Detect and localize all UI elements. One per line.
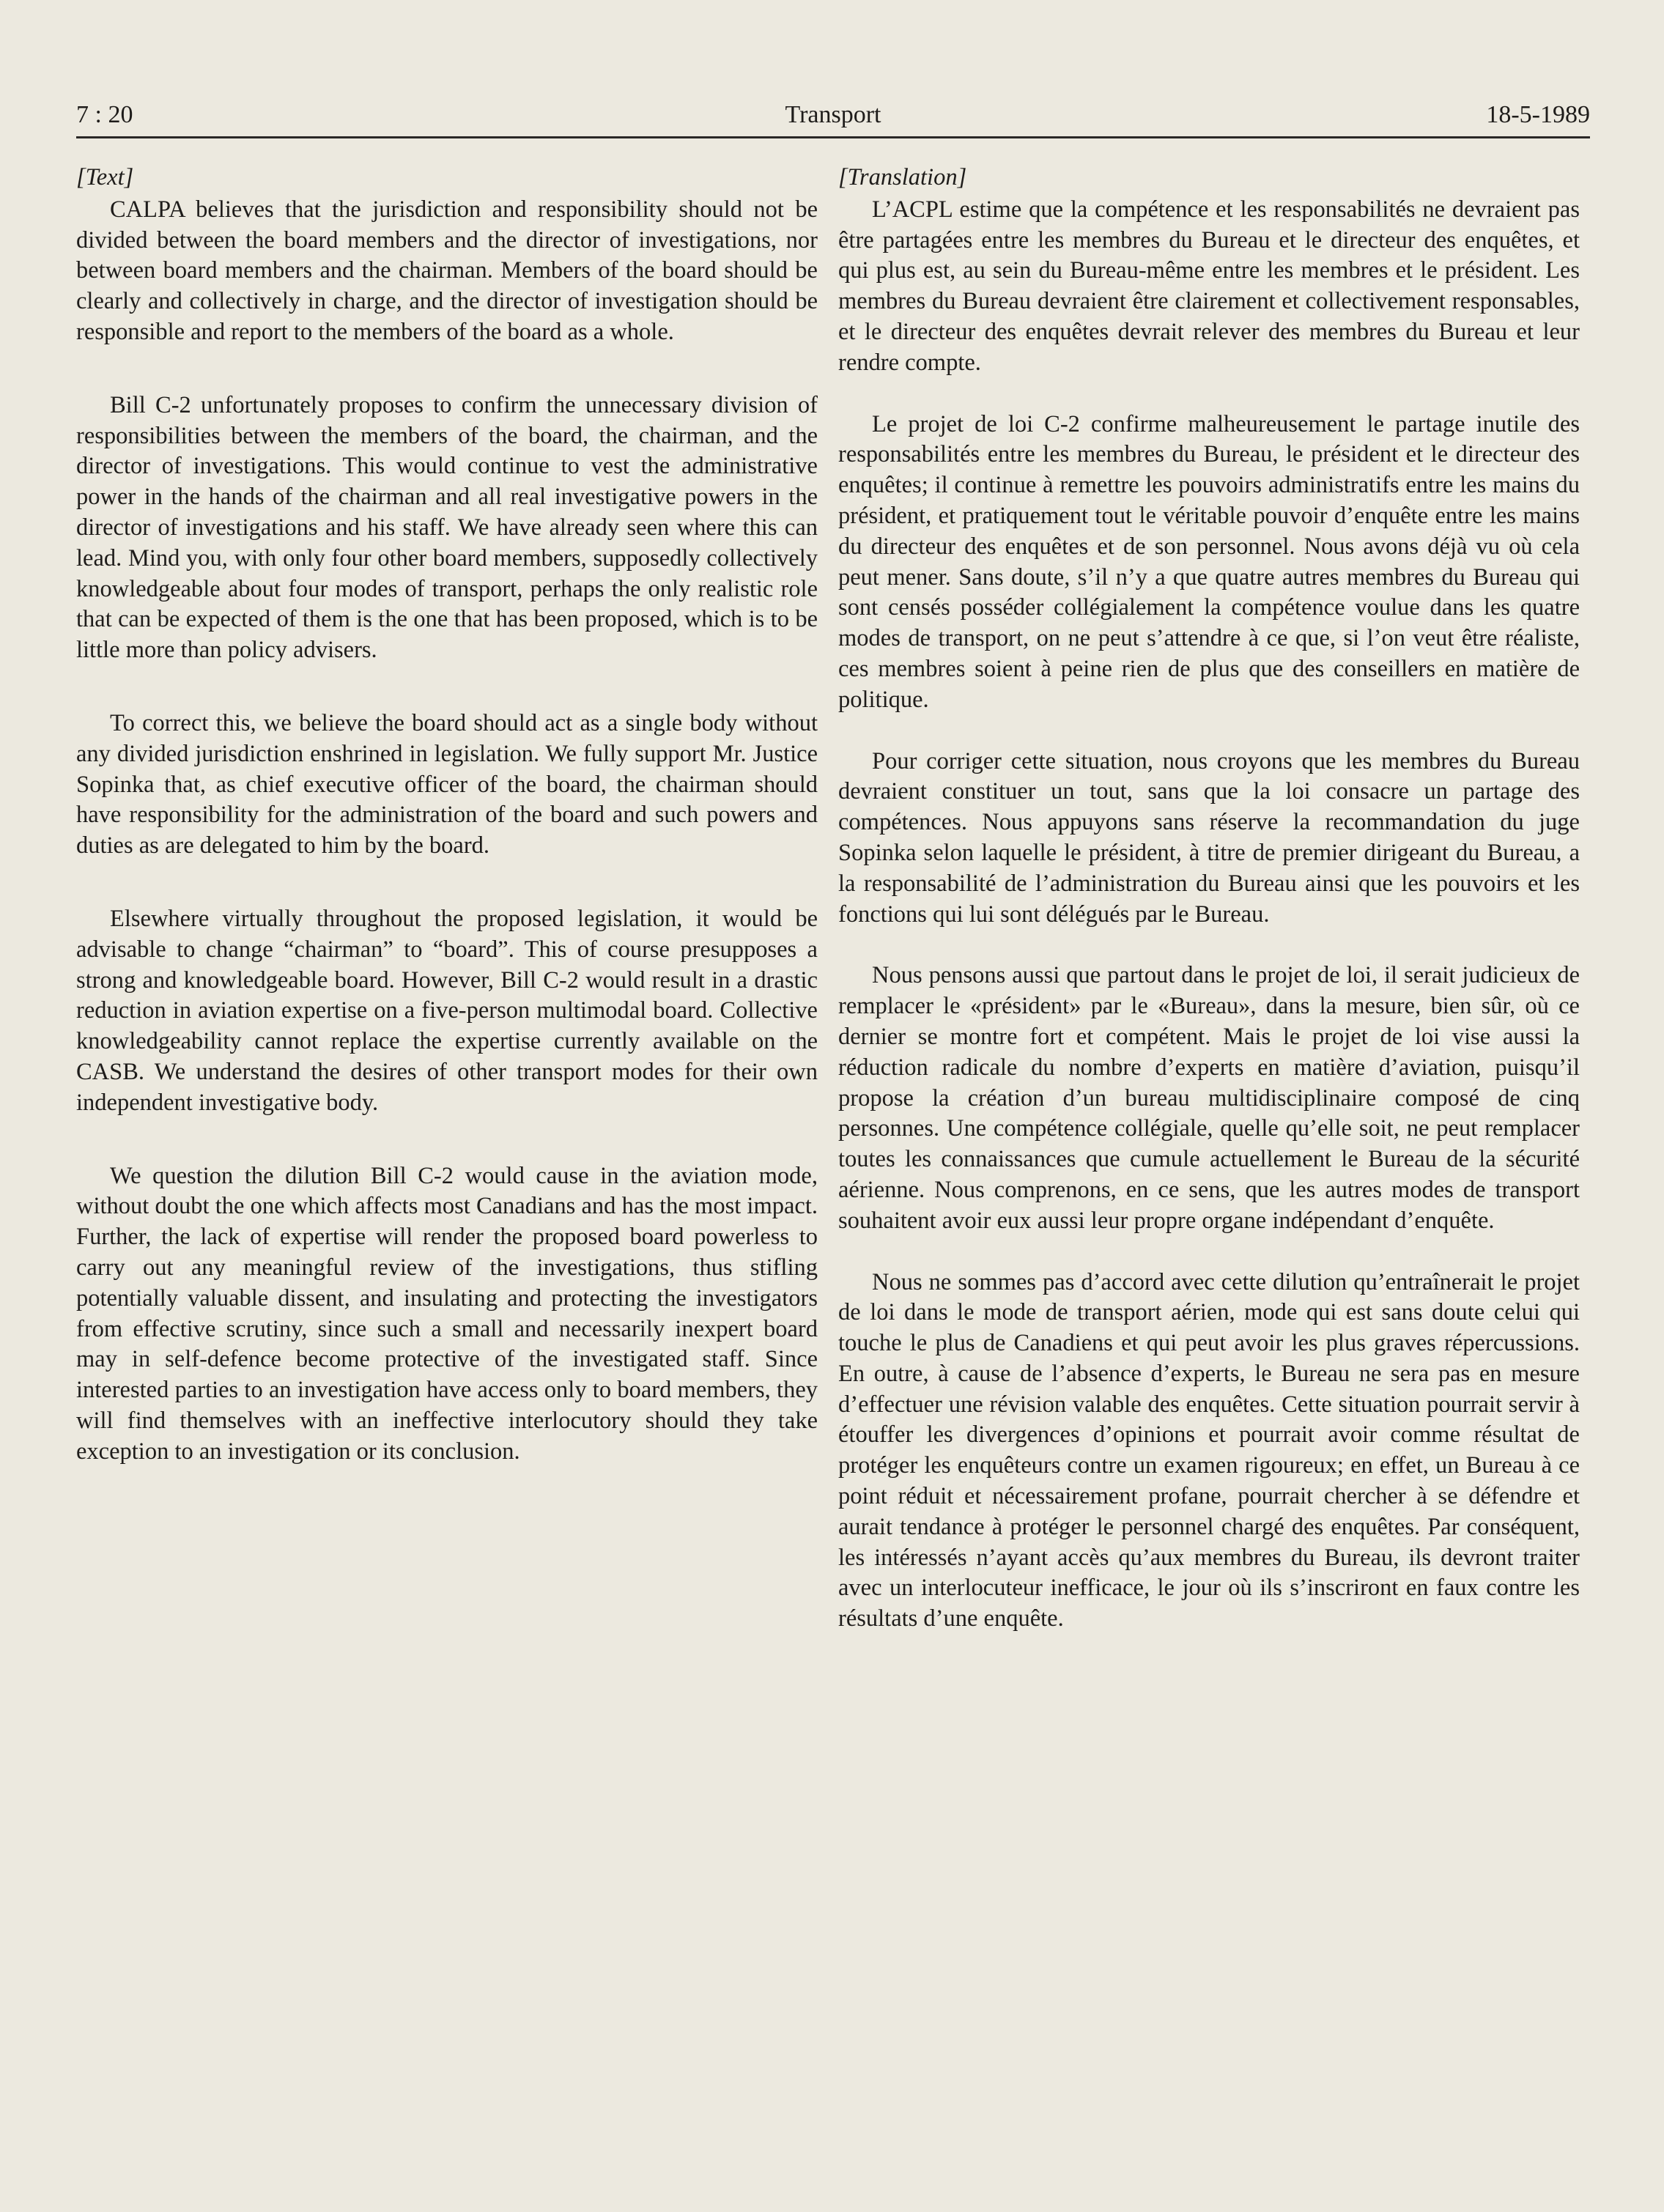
translation-label: [Translation] [838,164,967,191]
running-title: Transport [785,101,881,128]
english-paragraph: We question the dilution Bill C-2 would cause in the aviation mode, without doubt the one which affects most Canadians and has the most impact. Further, the lack of expertise will render the proposed board powerless to carry out any meaningful review of the investigations, thus stifling potentially valuable dissent, and insulating and protecting the investigators from effective scrutiny, since such a small and necessarily inexpert board may in self-defence become protective of the investigated staff. Since interested parties to an investigation have access only to board members, they will find themselves with an ineffective interlocutory should they take exception to an investigation or its conclusion. [76,1162,818,1465]
running-header [76,101,1590,138]
header-rule [76,136,1590,138]
page-number: 7 : 20 [76,101,133,128]
french-column [838,163,1580,1635]
english-column [76,163,818,1467]
french-paragraph: L’ACPL estime que la compétence et les responsabilités ne devraient pas être partagées entre les membres du Bureau et le directeur des enquêtes, et qui plus est, au sein du Bureau-même entre les membres et le président. Les membres du Bureau devraient être clairement et collectivement responsables, et le directeur des enquêtes devrait relever des membres du Bureau et leur rendre compte. [838,196,1580,376]
french-paragraph: Le projet de loi C-2 confirme malheureusement le partage inutile des responsabilités entre les membres du Bureau, le président et le directeur des enquêtes; il continue à remettre les pouvoirs administratifs entre les mains du président, et pratiquement tout le véritable pouvoir d’enquête entre les mains du directeur des enquêtes et de son personnel. Nous avons déjà vu où cela peut mener. Sans doute, s’il n’y a que quatre autres membres du Bureau qui sont censés posséder collégialement la compétence voulue dans les quatre modes de transport, on ne peut s’attendre à ce que, si l’on veut être réaliste, ces membres soient à peine rien de plus que des conseillers en matière de politique. [838,410,1580,713]
english-paragraph: Bill C-2 unfortunately proposes to confirm the unnecessary division of responsibilities between the members of the board, the chairman, and the director of investigations. This would continue to vest the administrative power in the hands of the chairman and all real investigative powers in the director of investigations and his staff. We have already seen where this can lead. Mind you, with only four other board members, supposedly collectively knowledgeable about four modes of transport, perhaps the only realistic role that can be expected of them is the one that has been proposed, which is to be little more than policy advisers. [76,391,818,664]
french-paragraph: Nous ne sommes pas d’accord avec cette dilution qu’entraînerait le projet de loi dans le mode de transport aérien, mode qui est sans doute celui qui touche le plus de Canadiens et qui peut avoir les plus graves répercussions. En outre, à cause de l’absence d’experts, le Bureau ne sera pas en mesure d’effectuer une révision valable des enquêtes. Cette situation pourrait servir à étouffer les divergences d’opinions et pourrait avoir comme résultat de protéger les enquêteurs contre un examen rigoureux; en effet, un Bureau à ce point réduit et nécessairement profane, pourrait chercher à se défendre et aurait tendance à protéger le personnel chargé des enquêtes. Par conséquent, les intéressés n’ayant accès qu’aux membres du Bureau, ils devront traiter avec un interlocuteur inefficace, le jour où ils s’inscriront en faux contre les résultats d’une enquête. [838,1268,1580,1632]
french-paragraph: Pour corriger cette situation, nous croyons que les membres du Bureau devraient constituer un tout, sans que la loi consacre un partage des compétences. Nous appuyons sans réserve la recommandation du juge Sopinka selon laquelle le président, à titre de premier dirigeant du Bureau, a la responsabilité de l’administration du Bureau ainsi que les pouvoirs et les fonctions qui lui sont délégués par le Bureau. [838,747,1580,928]
french-paragraph: Nous pensons aussi que partout dans le projet de loi, il serait judicieux de remplacer le «président» par le «Bureau», dans la mesure, bien sûr, où ce dernier se montre fort et compétent. Mais le projet de loi vise aussi la réduction radicale du nombre d’experts en matière d’aviation, puisqu’il propose la création d’un bureau multidisciplinaire composé de cinq personnes. Une compétence collégiale, quelle qu’elle soit, ne peut remplacer toutes les connaissances que cumule actuellement le Bureau de la sécurité aérienne. Nous comprenons, en ce sens, que les autres modes de transport souhaitent avoir eux aussi leur propre organe indépendant d’enquête. [838,962,1580,1234]
english-paragraph: To correct this, we believe the board should act as a single body without any divided jurisdiction enshrined in legislation. We fully support Mr. Justice Sopinka that, as chief executive officer of the board, the chairman should have responsibility for the administration of the board and such powers and duties as are delegated to him by the board. [76,709,818,859]
text-label: [Text] [76,164,134,191]
issue-date: 18-5-1989 [1486,101,1590,128]
english-paragraph: Elsewhere virtually throughout the proposed legislation, it would be advisable to change “chairman” to “board”. This of course presupposes a strong and knowledgeable board. However, Bill C-2 would result in a drastic reduction in aviation expertise on a five-person multimodal board. Collective knowledgeability cannot replace the expertise currently available on the CASB. We understand the desires of other transport modes for their own independent investigative body. [76,905,818,1116]
english-paragraph: CALPA believes that the jurisdiction and responsibility should not be divided between the board members and the director of investigations, nor between board members and the chairman. Members of the board should be clearly and collectively in charge, and the director of investigation should be responsible and report to the members of the board as a whole. [76,196,818,345]
